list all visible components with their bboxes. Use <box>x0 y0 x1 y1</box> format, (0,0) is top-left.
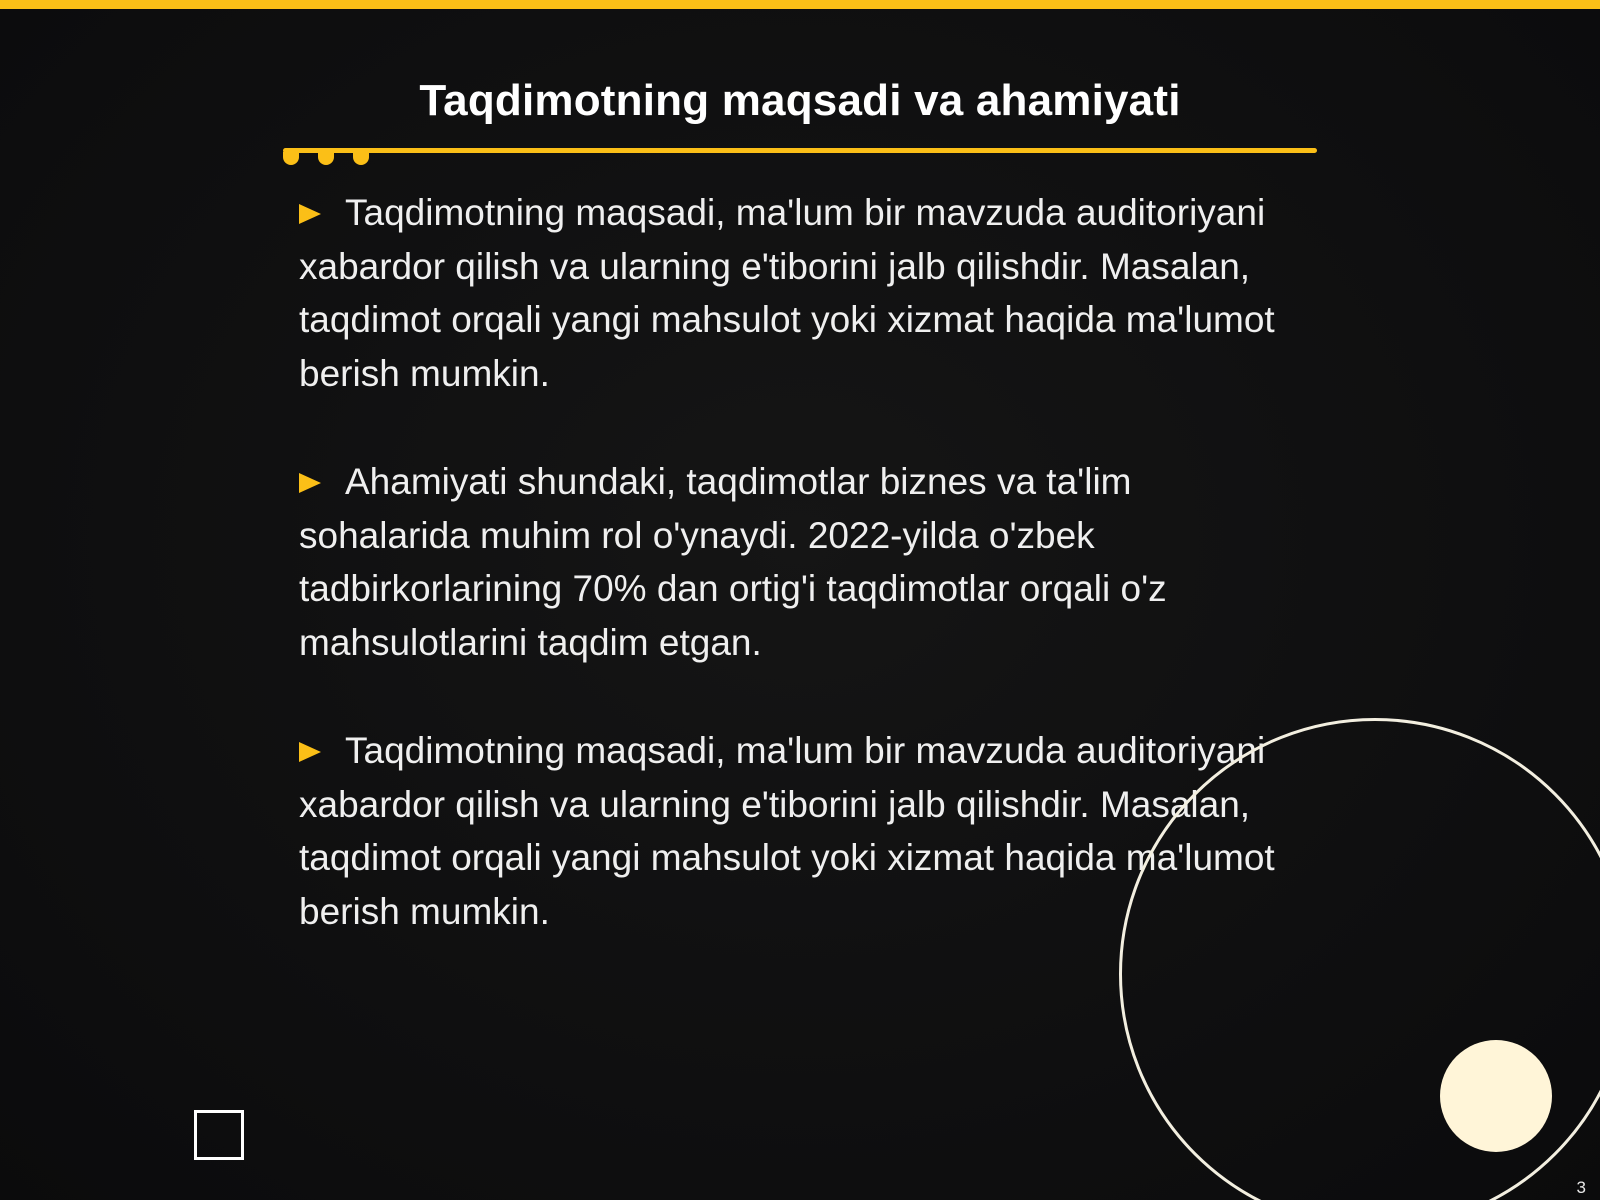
page-number: 3 <box>1576 1178 1586 1197</box>
triangle-right-icon <box>299 473 321 493</box>
decor-dot <box>353 152 369 165</box>
bullet-item <box>299 455 1309 669</box>
slide-title: Taqdimotning maqsadi va ahamiyati <box>419 76 1181 125</box>
decor-circle-filled <box>1440 1040 1552 1152</box>
triangle-right-icon <box>299 204 321 224</box>
decor-square-outline <box>194 1110 244 1160</box>
decor-dot <box>318 152 334 165</box>
bullet-text: Taqdimotning maqsadi, ma'lum bir mavzuda auditoriyani xabardor qilish va ularning e'tiborini jalb qilishdir. Masalan, taqdimot orqali yangi mahsulot yoki xizmat haqida ma'lumot berish mumkin. <box>299 192 1275 394</box>
bullet-text: Ahamiyati shundaki, taqdimotlar biznes va ta'lim sohalarida muhim rol o'ynaydi. 2022-yilda o'zbek tadbirkorlarining 70% dan ortig'i taqdimotlar orqali o'z mahsulotlarini taqdim etgan. <box>299 461 1167 663</box>
bullet-item <box>299 186 1309 400</box>
triangle-right-icon <box>299 742 321 762</box>
top-accent-bar <box>0 0 1600 9</box>
decor-dot <box>283 152 299 165</box>
title-underline <box>283 148 1317 153</box>
bullet-text: Taqdimotning maqsadi, ma'lum bir mavzuda auditoriyani xabardor qilish va ularning e'tiborini jalb qilishdir. Masalan, taqdimot orqali yangi mahsulot yoki xizmat haqida ma'lumot berish mumkin. <box>299 730 1275 932</box>
